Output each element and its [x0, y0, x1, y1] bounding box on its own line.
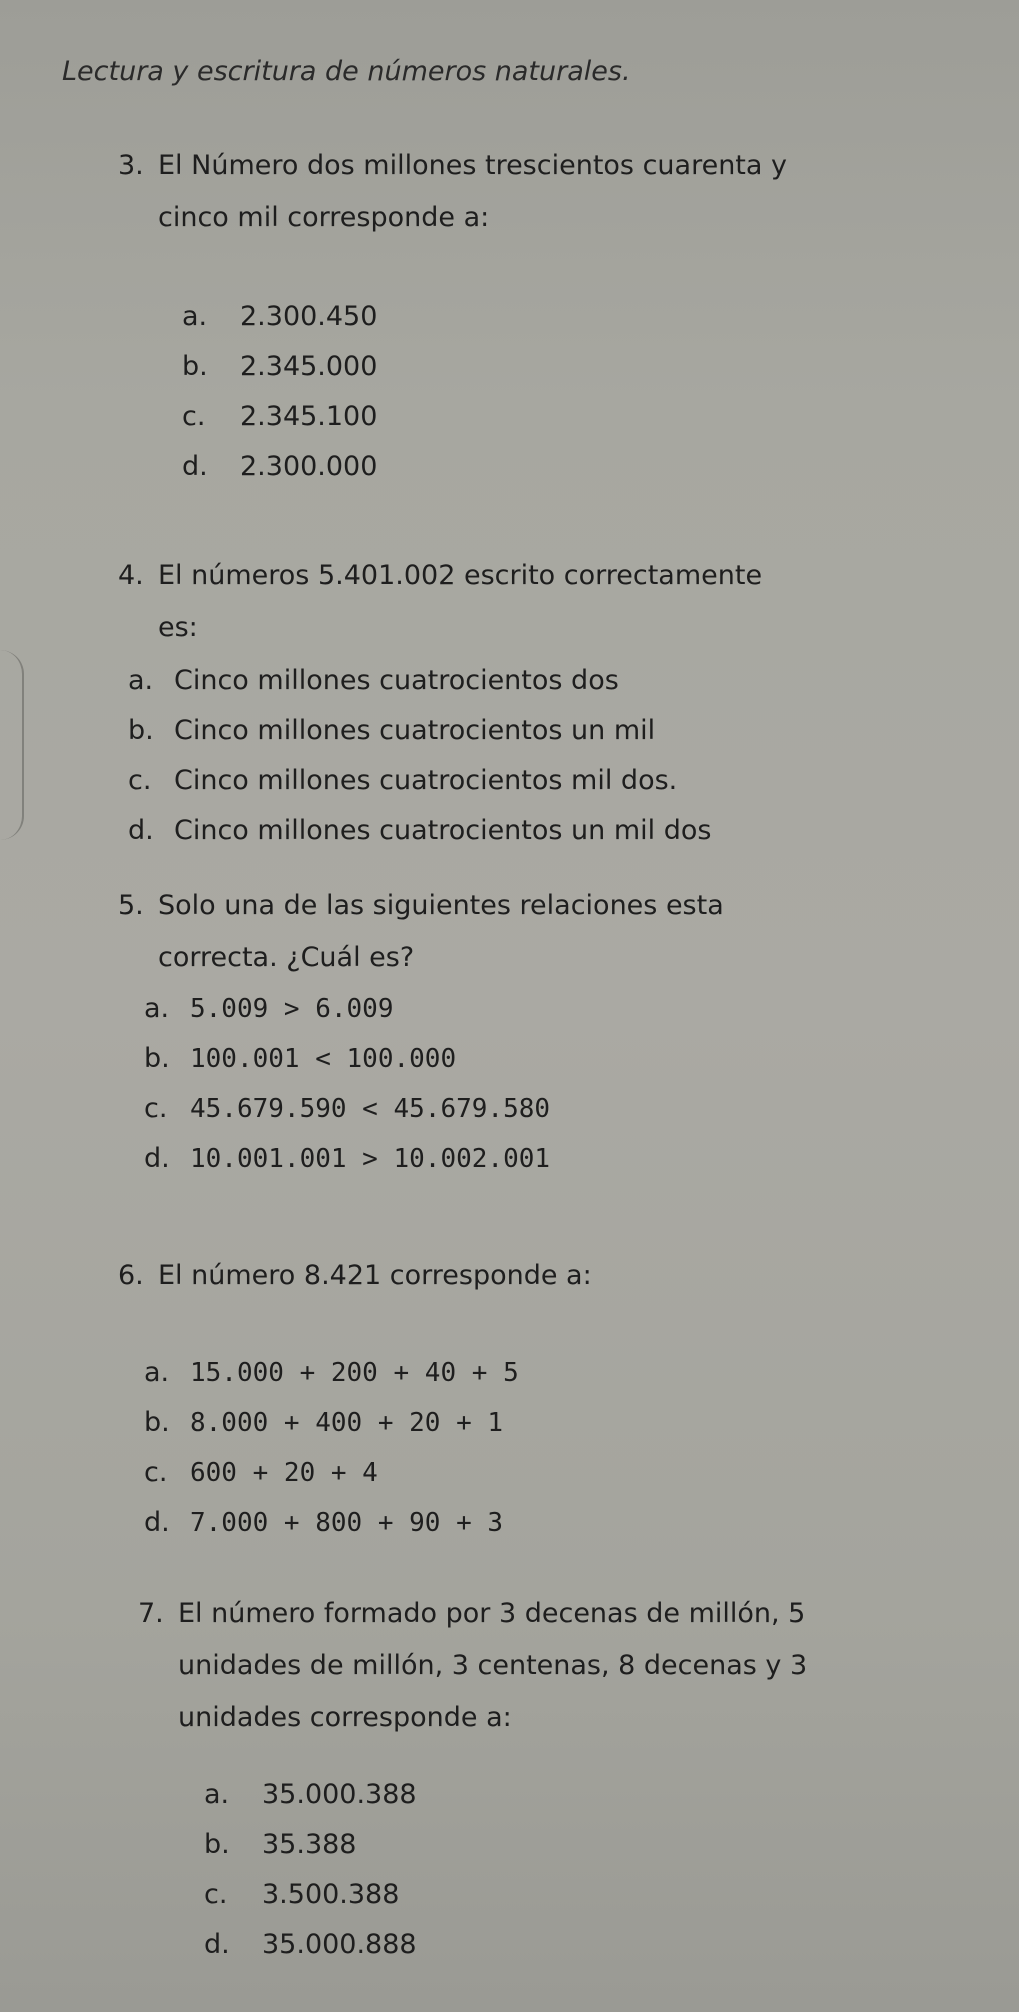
option-text: 100.001 < 100.000: [190, 1044, 457, 1074]
option-text: Cinco millones cuatrocientos dos: [174, 665, 619, 696]
option-text: 2.345.000: [240, 351, 378, 382]
option-key: c.: [144, 1093, 168, 1124]
option-c[interactable]: [144, 1448, 592, 1498]
notebook-fold: [0, 650, 24, 840]
question-4: [118, 550, 762, 856]
option-key: b.: [144, 1407, 170, 1438]
stem-line: unidades de millón, 3 centenas, 8 decenas y 3: [178, 1650, 808, 1681]
option-b[interactable]: [128, 706, 762, 756]
option-key: a.: [182, 301, 208, 332]
option-key: d.: [182, 451, 208, 482]
option-c[interactable]: [204, 1870, 807, 1920]
options-list: [144, 984, 724, 1184]
option-b[interactable]: [182, 342, 787, 392]
option-c[interactable]: [128, 756, 762, 806]
options-list: [144, 1348, 592, 1548]
stem-line: es:: [158, 612, 198, 643]
question-5: [118, 880, 724, 1184]
worksheet-title: Lectura y escritura de números naturales.: [62, 56, 631, 87]
options-list: [128, 656, 762, 856]
option-key: d.: [128, 815, 154, 846]
option-key: a.: [128, 665, 154, 696]
option-text: 8.000 + 400 + 20 + 1: [190, 1408, 504, 1438]
option-key: c.: [144, 1457, 168, 1488]
question-6: [118, 1250, 592, 1548]
option-key: d.: [144, 1507, 170, 1538]
options-list: [204, 1770, 807, 1970]
option-d[interactable]: [144, 1498, 592, 1548]
option-text: 35.000.888: [262, 1929, 417, 1960]
option-key: a.: [144, 993, 170, 1024]
option-key: c.: [182, 401, 206, 432]
option-key: b.: [144, 1043, 170, 1074]
option-key: b.: [204, 1829, 230, 1860]
option-b[interactable]: [144, 1398, 592, 1448]
question-stem: [118, 140, 787, 244]
stem-line: cinco mil corresponde a:: [158, 202, 490, 233]
option-d[interactable]: [204, 1920, 807, 1970]
option-text: 2.300.000: [240, 451, 378, 482]
option-c[interactable]: [182, 392, 787, 442]
option-key: b.: [128, 715, 154, 746]
option-text: Cinco millones cuatrocientos un mil dos: [174, 815, 712, 846]
option-key: d.: [204, 1929, 230, 1960]
option-text: Cinco millones cuatrocientos mil dos.: [174, 765, 678, 796]
option-text: 5.009 > 6.009: [190, 994, 394, 1024]
option-key: d.: [144, 1143, 170, 1174]
question-stem: [118, 550, 762, 654]
option-key: a.: [144, 1357, 170, 1388]
question-number: 4.: [118, 560, 144, 591]
option-b[interactable]: [144, 1034, 724, 1084]
options-list: [182, 292, 787, 492]
option-text: 35.388: [262, 1829, 357, 1860]
option-d[interactable]: [144, 1134, 724, 1184]
option-key: c.: [204, 1879, 228, 1910]
stem-line: El número 8.421 corresponde a:: [158, 1260, 592, 1291]
stem-line: El Número dos millones trescientos cuarenta y: [158, 150, 788, 181]
option-a[interactable]: [204, 1770, 807, 1820]
question-number: 5.: [118, 890, 144, 921]
option-b[interactable]: [204, 1820, 807, 1870]
stem-line: correcta. ¿Cuál es?: [158, 942, 415, 973]
stem-line: Solo una de las siguientes relaciones esta: [158, 890, 724, 921]
stem-line: El número formado por 3 decenas de millón, 5: [178, 1598, 806, 1629]
option-text: 35.000.388: [262, 1779, 417, 1810]
option-text: 3.500.388: [262, 1879, 400, 1910]
option-c[interactable]: [144, 1084, 724, 1134]
option-text: 7.000 + 800 + 90 + 3: [190, 1508, 504, 1538]
option-key: c.: [128, 765, 152, 796]
question-number: 7.: [138, 1598, 164, 1629]
option-a[interactable]: [144, 984, 724, 1034]
question-stem: [138, 1588, 807, 1744]
stem-line: El números 5.401.002 escrito correctamente: [158, 560, 763, 591]
option-key: a.: [204, 1779, 230, 1810]
option-a[interactable]: [182, 292, 787, 342]
question-stem: [118, 1250, 592, 1302]
question-number: 3.: [118, 150, 144, 181]
option-text: 15.000 + 200 + 40 + 5: [190, 1358, 519, 1388]
option-text: 2.300.450: [240, 301, 378, 332]
option-d[interactable]: [182, 442, 787, 492]
option-text: 600 + 20 + 4: [190, 1458, 378, 1488]
question-stem: [118, 880, 724, 984]
question-3: [118, 140, 787, 492]
stem-line: unidades corresponde a:: [178, 1702, 512, 1733]
option-key: b.: [182, 351, 208, 382]
option-text: Cinco millones cuatrocientos un mil: [174, 715, 656, 746]
option-text: 10.001.001 > 10.002.001: [190, 1144, 551, 1174]
option-d[interactable]: [128, 806, 762, 856]
question-number: 6.: [118, 1260, 144, 1291]
option-a[interactable]: [128, 656, 762, 706]
question-7: [138, 1588, 807, 1970]
option-text: 45.679.590 < 45.679.580: [190, 1094, 551, 1124]
option-a[interactable]: [144, 1348, 592, 1398]
option-text: 2.345.100: [240, 401, 378, 432]
